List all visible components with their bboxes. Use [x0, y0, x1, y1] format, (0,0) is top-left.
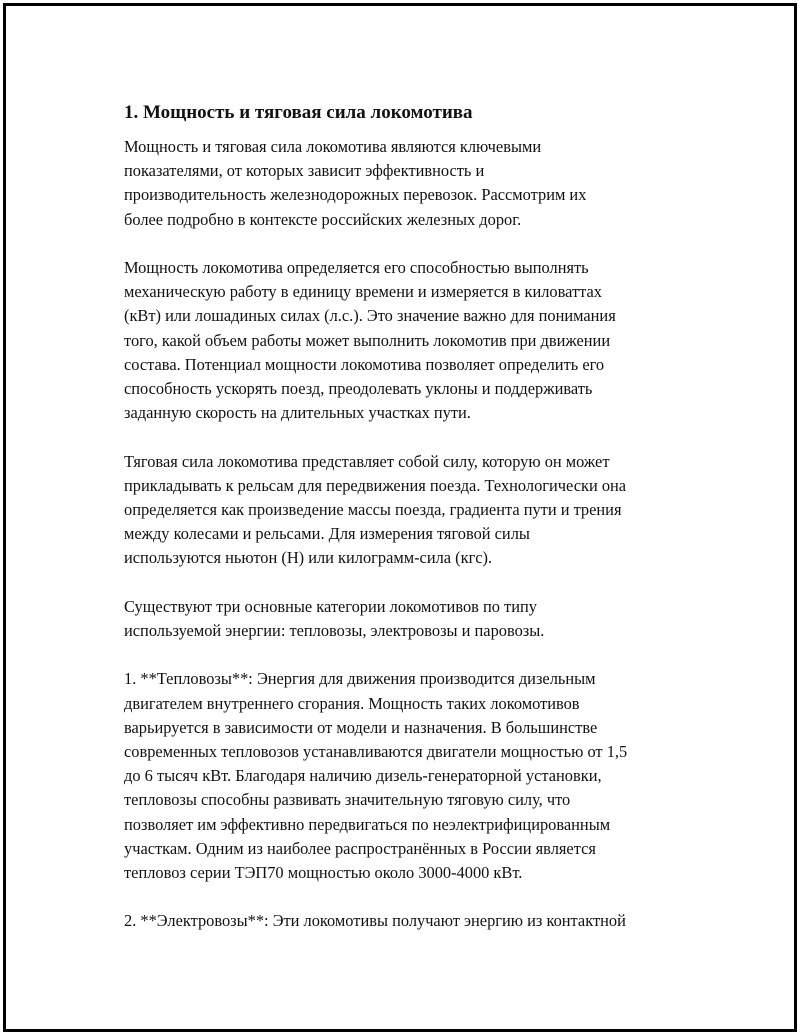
text-line: варьируется в зависимости от модели и назначения. В большинстве: [124, 717, 598, 737]
text-line: способность ускорять поезд, преодолевать уклоны и поддерживать: [124, 379, 593, 399]
text-line: (кВт) или лошадиных силах (л.с.). Это значение важно для понимания: [124, 306, 616, 326]
text-line: прикладывать к рельсам для передвижения поезда. Технологически она: [124, 475, 627, 495]
text-line: Мощность локомотива определяется его способностью выполнять: [124, 258, 589, 277]
text-line: между колесами и рельсами. Для измерения тяговой силы: [124, 524, 530, 544]
document-body: [124, 101, 724, 934]
text-line: определяется как произведение массы поезда, градиента пути и трения: [124, 500, 622, 520]
text-line: 1. **Тепловозы**: Энергия для движения производится дизельным: [124, 669, 596, 689]
text-line: участкам. Одним из наиболее распространённых в России является: [124, 838, 596, 858]
text-line: заданную скорость на длительных участках пути.: [124, 403, 471, 423]
text-line: используемой энергии: тепловозы, электровозы и паровозы.: [124, 621, 545, 641]
text-line: показателями, от которых зависит эффективность и: [124, 161, 485, 181]
text-line: 2. **Электровозы**: Эти локомотивы получают энергию из контактной: [124, 911, 626, 931]
text-line: тепловозы способны развивать значительную тяговую силу, что: [124, 790, 571, 810]
page-frame: [3, 3, 797, 1032]
paragraph-electric: [124, 909, 724, 933]
paragraph-gap: [124, 232, 724, 256]
text-line: позволяет им эффективно передвигаться по неэлектрифицированным: [124, 814, 611, 834]
paragraph-gap: [124, 885, 724, 909]
paragraph-gap: [124, 571, 724, 595]
text-line: Мощность и тяговая сила локомотива являются ключевыми: [124, 137, 542, 156]
text-line: современных тепловозов устанавливаются двигатели мощностью от 1,5: [124, 742, 628, 762]
text-line: механическую работу в единицу времени и измеряется в киловаттах: [124, 282, 602, 302]
text-line: двигателем внутреннего сгорания. Мощность таких локомотивов: [124, 693, 580, 713]
paragraph-categories: [124, 595, 724, 643]
paragraph-intro: [124, 135, 724, 232]
text-line: до 6 тысяч кВт. Благодаря наличию дизель-генераторной установки,: [124, 766, 602, 786]
text-line: производительность железнодорожных перевозок. Рассмотрим их: [124, 185, 587, 205]
text-line: более подробно в контексте российских железных дорог.: [124, 209, 522, 229]
section-heading: 1. Мощность и тяговая сила локомотива: [124, 102, 473, 123]
paragraph-diesel: [124, 667, 724, 885]
text-line: тепловоз серии ТЭП70 мощностью около 3000-4000 кВт.: [124, 863, 523, 883]
text-line: Тяговая сила локомотива представляет собой силу, которую он может: [124, 451, 610, 471]
text-line: используются ньютон (Н) или килограмм-сила (кгс).: [124, 548, 493, 568]
text-line: того, какой объем работы может выполнить локомотив при движении: [124, 330, 611, 350]
paragraph-power: [124, 256, 724, 425]
text-line: состава. Потенциал мощности локомотива позволяет определить его: [124, 354, 605, 374]
paragraph-traction: [124, 450, 724, 571]
paragraph-gap: [124, 643, 724, 667]
text-line: Существуют три основные категории локомотивов по типу: [124, 596, 537, 616]
paragraph-gap: [124, 425, 724, 449]
